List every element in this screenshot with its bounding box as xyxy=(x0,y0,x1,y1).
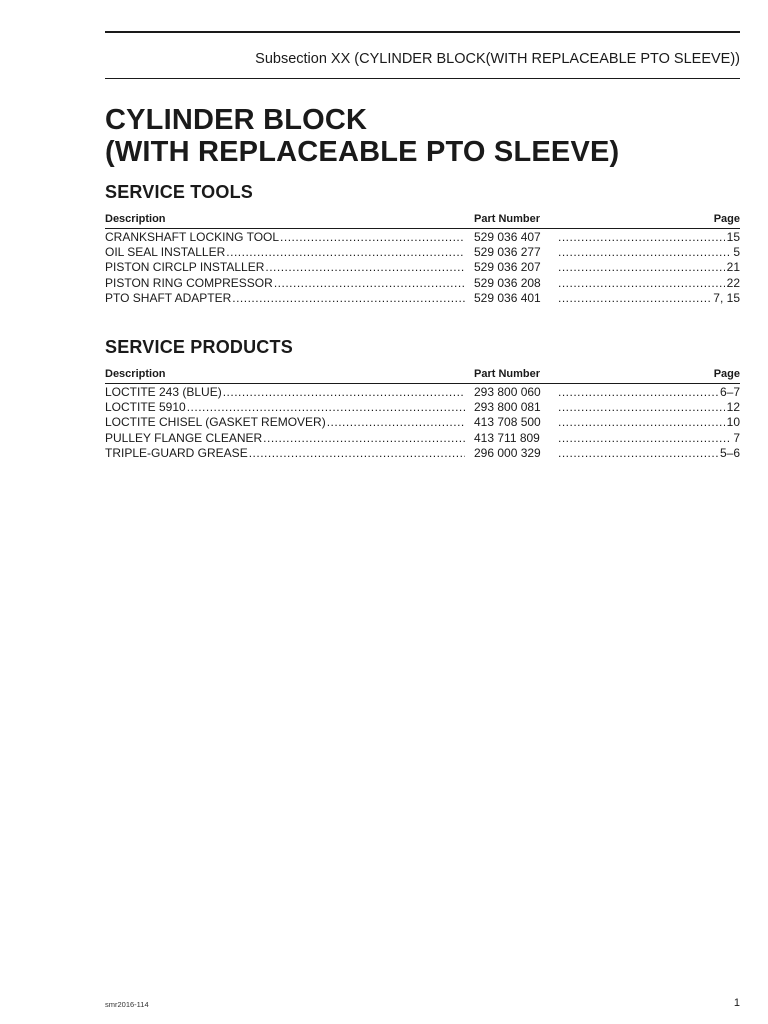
table-row xyxy=(105,245,740,260)
dot-leader xyxy=(232,291,465,306)
page-number: 1 xyxy=(733,997,740,1009)
footer-document-code: smr2016-114 xyxy=(105,1000,149,1009)
column-header-page: Page xyxy=(713,213,740,225)
row-description: PISTON CIRCLP INSTALLER xyxy=(105,260,265,275)
row-description: LOCTITE 5910 xyxy=(105,400,186,415)
row-part-number: 413 711 809 xyxy=(474,430,540,445)
table-row xyxy=(105,291,740,306)
row-page: 5–6 xyxy=(719,445,740,460)
page-title xyxy=(105,104,745,168)
row-page: 22 xyxy=(726,275,740,290)
row-part-number: 529 036 407 xyxy=(474,230,541,244)
row-part-number: 413 708 500 xyxy=(474,415,541,430)
dot-leader xyxy=(558,400,725,415)
column-header-part-number: Part Number xyxy=(474,368,541,380)
dot-leader xyxy=(274,276,465,291)
row-description: TRIPLE-GUARD GREASE xyxy=(105,445,248,460)
table-header-rule xyxy=(105,228,740,229)
top-rule xyxy=(105,31,740,33)
table-row xyxy=(105,260,740,275)
dot-leader xyxy=(558,431,731,446)
table-row xyxy=(105,431,740,446)
column-header-description: Description xyxy=(105,213,166,225)
row-page: 6–7 xyxy=(719,385,740,399)
row-page: 7, 15 xyxy=(713,290,740,305)
page-title-line2: (WITH REPLACEABLE PTO SLEEVE) xyxy=(105,136,620,168)
row-page: 15 xyxy=(726,230,740,244)
row-part-number: 529 036 277 xyxy=(474,245,541,260)
dot-leader xyxy=(280,230,465,245)
row-description: OIL SEAL INSTALLER xyxy=(105,245,226,260)
row-part-number: 529 036 401 xyxy=(474,290,541,305)
table-row xyxy=(105,385,740,400)
dot-leader xyxy=(558,291,711,306)
row-page: 5 xyxy=(733,245,740,260)
dot-leader xyxy=(558,415,725,430)
table-row xyxy=(105,230,740,245)
service-products-section xyxy=(105,336,740,461)
column-header-part-number: Part Number xyxy=(474,213,541,225)
row-page: 21 xyxy=(726,260,740,275)
table-row xyxy=(105,446,740,461)
row-page: 12 xyxy=(726,400,740,415)
subsection-header: Subsection XX (CYLINDER BLOCK(WITH REPLACEABLE PTO SLEEVE)) xyxy=(255,51,740,67)
service-products-rows xyxy=(105,385,740,461)
dot-leader xyxy=(558,260,725,275)
dot-leader xyxy=(187,400,465,415)
row-part-number: 293 800 081 xyxy=(474,400,541,415)
row-part-number: 529 036 207 xyxy=(474,260,541,275)
row-description: PTO SHAFT ADAPTER xyxy=(105,290,232,305)
row-description: PULLEY FLANGE CLEANER xyxy=(105,430,263,445)
row-part-number: 296 000 329 xyxy=(474,445,541,460)
row-part-number: 293 800 060 xyxy=(474,385,541,399)
table-row xyxy=(105,400,740,415)
table-row xyxy=(105,415,740,430)
dot-leader xyxy=(327,415,465,430)
row-description: PISTON RING COMPRESSOR xyxy=(105,275,273,290)
dot-leader xyxy=(249,446,465,461)
row-description: CRANKSHAFT LOCKING TOOL xyxy=(105,230,280,244)
dot-leader xyxy=(558,446,718,461)
row-page: 10 xyxy=(726,415,740,430)
table-header-rule xyxy=(105,383,740,384)
row-page: 7 xyxy=(733,430,740,445)
page-title-line1: CYLINDER BLOCK xyxy=(105,104,368,136)
row-description: LOCTITE CHISEL (GASKET REMOVER) xyxy=(105,415,326,430)
dot-leader xyxy=(226,245,465,260)
dot-leader xyxy=(558,385,718,400)
service-products-heading: SERVICE PRODUCTS xyxy=(105,337,293,357)
dot-leader xyxy=(558,276,725,291)
column-header-description: Description xyxy=(105,368,166,380)
row-description: LOCTITE 243 (BLUE) xyxy=(105,385,222,399)
dot-leader xyxy=(223,385,465,400)
header-rule xyxy=(105,78,740,79)
service-tools-heading: SERVICE TOOLS xyxy=(105,182,253,202)
service-tools-section xyxy=(105,181,740,306)
service-products-table-header xyxy=(105,368,740,382)
row-part-number: 529 036 208 xyxy=(474,275,541,290)
service-tools-rows xyxy=(105,230,740,306)
table-row xyxy=(105,276,740,291)
dot-leader xyxy=(558,230,725,245)
dot-leader xyxy=(265,260,465,275)
dot-leader xyxy=(558,245,731,260)
dot-leader xyxy=(263,431,465,446)
column-header-page: Page xyxy=(713,368,740,380)
service-tools-table-header xyxy=(105,213,740,227)
